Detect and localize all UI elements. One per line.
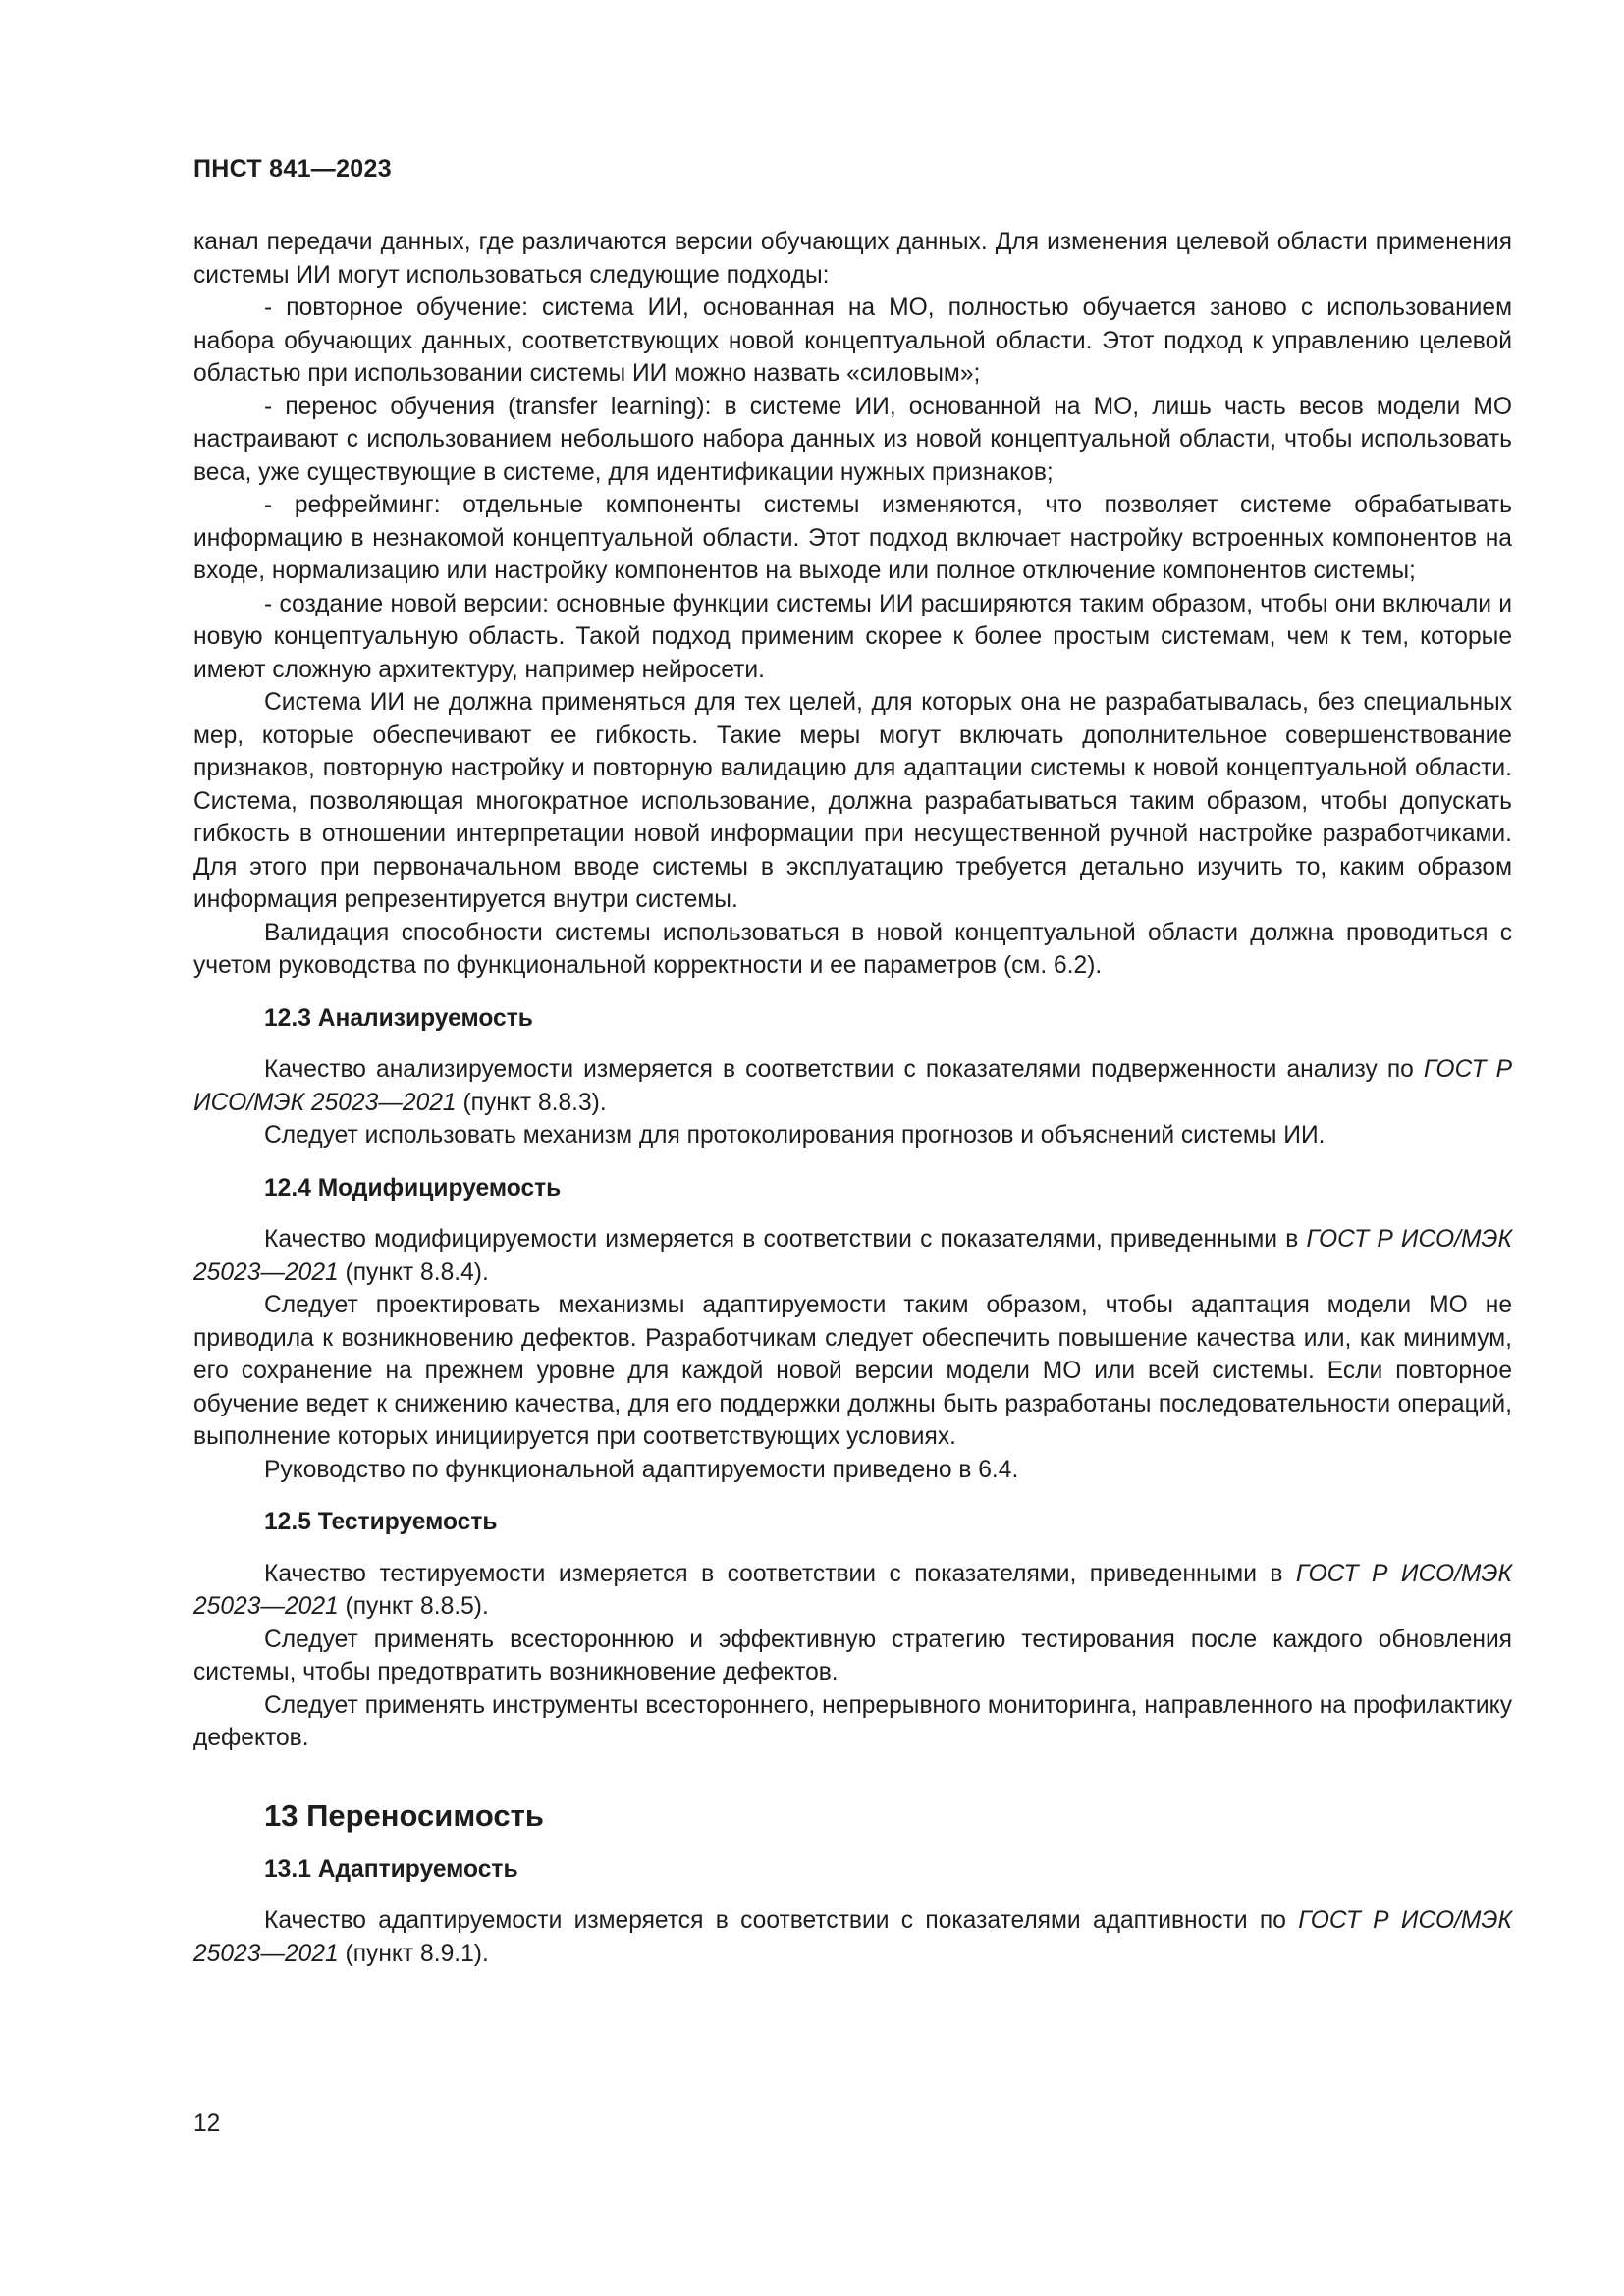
- paragraph: Следует применять инструменты всестороннего, непрерывного мониторинга, направленного на профилактику дефектов.: [193, 1691, 1512, 1751]
- text-run: Качество модифицируемости измеряется в соответствии с показателями, приведенными в: [264, 1226, 1307, 1253]
- list-item: - повторное обучение: система ИИ, основанная на МО, полностью обучается заново с использованием набора обучающих данных, соответствующих новой концептуальной области. Этот подход к управлению целевой областью при использовании системы ИИ можно назвать «силовым»;: [193, 294, 1512, 387]
- paragraph: [193, 1904, 1512, 1970]
- section-heading-12-5: 12.5 Тестируемость: [264, 1509, 498, 1535]
- text-run: (пункт 8.8.5).: [338, 1593, 489, 1620]
- text-run: (пункт 8.8.4).: [338, 1258, 489, 1286]
- section-heading-13: 13 Переносимость: [264, 1797, 544, 1833]
- standard-reference: ГОСТ Р ИСО/МЭК 25023—2021: [193, 1226, 1512, 1286]
- paragraph: Следует проектировать механизмы адаптируемости таким образом, чтобы адаптация модели МО не приводила к возникновению дефектов. Разработчикам следует обеспечить повышение качества или, как минимум, его сохранение на прежнем уровне для каждой новой версии модели МО или всей системы. Если повторное обучение ведет к снижению качества, для его поддержки должны быть разработаны последовательности операций, выполнение которых инициируется при соответствующих условиях.: [193, 1292, 1512, 1450]
- paragraph: [193, 1053, 1512, 1119]
- paragraph: [193, 1223, 1512, 1289]
- paragraph: Система ИИ не должна применяться для тех целей, для которых она не разрабатывалась, без специальных мер, которые обеспечивают ее гибкость. Такие меры могут включать дополнительное совершенствование признаков, повторную настройку и повторную валидацию для адаптации системы к новой концептуальной области. Система, позволяющая многократное использование, должна разрабатываться таким образом, чтобы допускать гибкость в отношении интерпретации новой информации при несущественной ручной настройке разработчиками. Для этого при первоначальном вводе системы в эксплуатацию требуется детально изучить то, каким образом информация репрезентируется внутри системы.: [193, 689, 1512, 913]
- list-item: - перенос обучения (transfer learning): в системе ИИ, основанной на МО, лишь часть весов модели МО настраивают с использованием небольшого набора данных из новой концептуальной области, чтобы использовать веса, уже существующие в системе, для идентификации нужных признаков;: [193, 393, 1512, 486]
- standard-reference: ГОСТ Р ИСО/МЭК 25023—2021: [193, 1056, 1512, 1116]
- list-item: - создание новой версии: основные функции системы ИИ расширяются таким образом, чтобы они включали и новую концептуальную область. Такой подход применим скорее к более простым системам, чем к тем, которые имеют сложную архитектуру, например нейросети.: [193, 590, 1512, 683]
- section-heading-12-4: 12.4 Модифицируемость: [264, 1174, 562, 1201]
- paragraph: [193, 1558, 1512, 1624]
- text-run: Качество тестируемости измеряется в соответствии с показателями, приведенными в: [264, 1560, 1296, 1587]
- document-body: [193, 226, 1512, 1970]
- text-run: (пункт 8.9.1).: [338, 1940, 489, 1967]
- text-run: Качество анализируемости измеряется в соответствии с показателями подверженности анализу по: [264, 1056, 1424, 1083]
- paragraph: Следует применять всестороннюю и эффективную стратегию тестирования после каждого обновления системы, чтобы предотвратить возникновение дефектов.: [193, 1626, 1512, 1685]
- document-header: ПНСТ 841—2023: [193, 155, 392, 183]
- text-run: Качество адаптируемости измеряется в соответствии с показателями адаптивности по: [264, 1907, 1299, 1934]
- page-number: 12: [193, 2110, 221, 2137]
- standard-reference: ГОСТ Р ИСО/МЭК 25023—2021: [193, 1907, 1512, 1967]
- section-heading-13-1: 13.1 Адаптируемость: [264, 1855, 518, 1883]
- paragraph: Валидация способности системы использоваться в новой концептуальной области должна проводиться с учетом руководства по функциональной корректности и ее параметров (см. 6.2).: [193, 919, 1512, 979]
- list-item: - рефрейминг: отдельные компоненты системы изменяются, что позволяет системе обрабатывать информацию в незнакомой концептуальной области. Этот подход включает настройку встроенных компонентов на входе, нормализацию или настройку компонентов на выходе или полное отключение компонентов системы;: [193, 492, 1512, 584]
- paragraph: Следует использовать механизм для протоколирования прогнозов и объяснений системы ИИ.: [264, 1122, 1326, 1148]
- text-run: (пункт 8.8.3).: [456, 1089, 607, 1116]
- paragraph: Руководство по функциональной адаптируемости приведено в 6.4.: [264, 1456, 1019, 1483]
- standard-reference: ГОСТ Р ИСО/МЭК 25023—2021: [193, 1560, 1512, 1620]
- paragraph: канал передачи данных, где различаются версии обучающих данных. Для изменения целевой области применения системы ИИ могут использоваться следующие подходы:: [193, 229, 1512, 289]
- section-heading-12-3: 12.3 Анализируемость: [264, 1004, 533, 1032]
